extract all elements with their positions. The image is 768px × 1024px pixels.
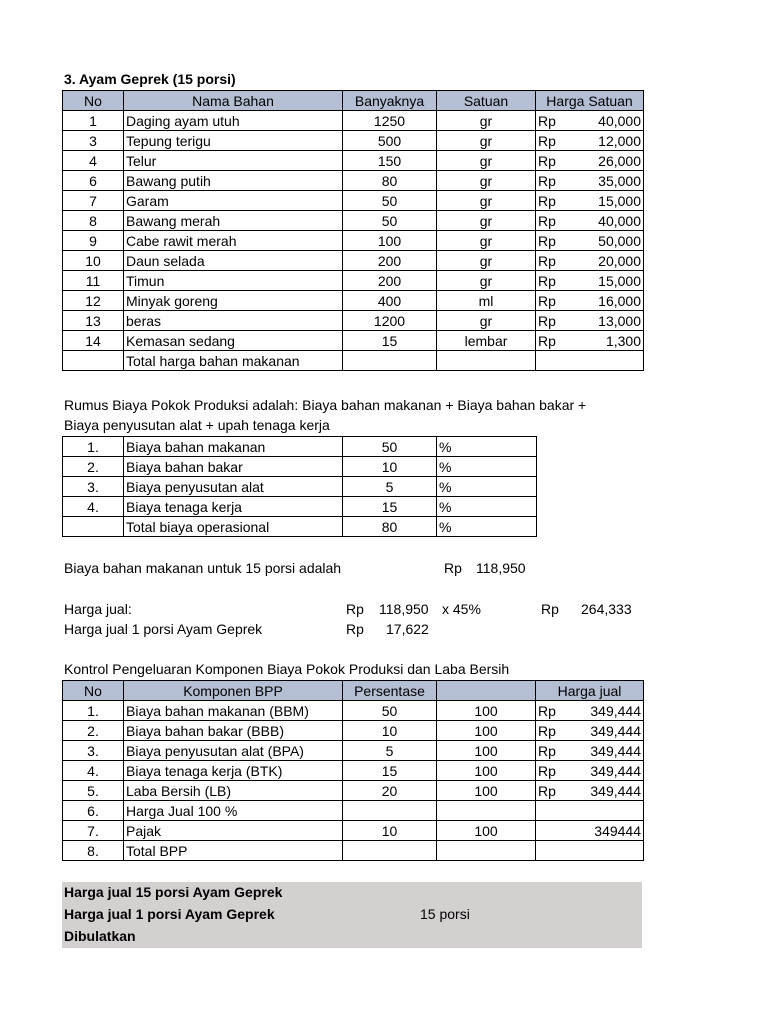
row-no: 10	[63, 251, 124, 271]
price-value: 349,444	[590, 702, 641, 719]
currency-label: Rp	[538, 782, 556, 799]
footer-summary	[62, 882, 642, 948]
table-row	[63, 131, 644, 151]
currency-label: Rp	[538, 312, 556, 329]
currency-label: Rp	[538, 252, 556, 269]
porsi-value: 17,622	[386, 621, 429, 637]
row-name: Laba Bersih (LB)	[124, 781, 343, 801]
row-price-wrap	[538, 132, 641, 150]
kontrol-header-persentase: Persentase	[343, 681, 437, 701]
row-qty: 1250	[343, 111, 437, 131]
row-no: 7.	[63, 821, 124, 841]
price-value: 12,000	[598, 132, 641, 149]
row-unit: gr	[437, 171, 536, 191]
row-price-wrap	[538, 702, 641, 720]
row-price	[536, 801, 644, 821]
row-name: Biaya penyusutan alat (BPA)	[124, 741, 343, 761]
row-name: Minyak goreng	[124, 291, 343, 311]
table-row-total	[63, 351, 644, 371]
row-price	[536, 701, 644, 721]
price-value: 349,444	[590, 782, 641, 799]
table-row	[63, 457, 537, 477]
rumus-text-line1: Rumus Biaya Pokok Produksi adalah: Biaya bahan makanan + Biaya bahan bakar +	[64, 397, 587, 413]
row-value: 50	[343, 437, 437, 457]
row-name: Cabe rawit merah	[124, 231, 343, 251]
table-row	[63, 781, 644, 801]
row-price	[536, 331, 644, 351]
price-value: 50,000	[598, 232, 641, 249]
rumus-text-line2: Biaya penyusutan alat + upah tenaga kerja	[64, 417, 330, 433]
row-name: Total BPP	[124, 841, 343, 861]
row-price	[536, 741, 644, 761]
price-value: 349,444	[590, 742, 641, 759]
kontrol-header-no: No	[63, 681, 124, 701]
row-pct	[343, 801, 437, 821]
row-pct: 20	[343, 781, 437, 801]
row-no: 6	[63, 171, 124, 191]
row-price	[536, 761, 644, 781]
table-row	[63, 701, 644, 721]
price-value: 15,000	[598, 192, 641, 209]
kontrol-header-komponen: Komponen BPP	[124, 681, 343, 701]
row-unit: %	[437, 437, 537, 457]
table-row	[63, 841, 644, 861]
kontrol-table	[62, 680, 644, 861]
table-row	[63, 497, 537, 517]
row-no: 4.	[63, 497, 124, 517]
row-name: Biaya bahan bakar	[124, 457, 343, 477]
row-unit: gr	[437, 211, 536, 231]
ingredients-table	[62, 90, 644, 371]
header-banyaknya: Banyaknya	[343, 91, 437, 111]
row-unit: gr	[437, 131, 536, 151]
row-no: 14	[63, 331, 124, 351]
row-unit: gr	[437, 191, 536, 211]
row-price-wrap	[538, 742, 641, 760]
currency-label: Rp	[538, 742, 556, 759]
row-name: Biaya tenaga kerja (BTK)	[124, 761, 343, 781]
row-qty: 1200	[343, 311, 437, 331]
currency-label: Rp	[538, 762, 556, 779]
table-row	[63, 111, 644, 131]
porsi-label: Harga jual 1 porsi Ayam Geprek	[64, 621, 263, 637]
row-name: Biaya bahan bakar (BBB)	[124, 721, 343, 741]
row-price	[536, 171, 644, 191]
table-row	[63, 231, 644, 251]
row-value: 5	[343, 477, 437, 497]
row-unit: %	[437, 517, 537, 537]
row-price	[536, 841, 644, 861]
row-pct: 50	[343, 701, 437, 721]
row-name: Bawang putih	[124, 171, 343, 191]
kontrol-header-empty	[437, 681, 536, 701]
row-no: 1.	[63, 701, 124, 721]
table-row	[63, 271, 644, 291]
currency-label: Rp	[538, 272, 556, 289]
row-pct: 10	[343, 821, 437, 841]
table-row	[63, 741, 644, 761]
bbm-currency: Rp	[444, 560, 462, 576]
price-value: 20,000	[598, 252, 641, 269]
table-row	[63, 291, 644, 311]
table-row	[63, 477, 537, 497]
row-price-wrap	[538, 192, 641, 210]
row-no: 3	[63, 131, 124, 151]
row-qty: 200	[343, 271, 437, 291]
price-value: 1,300	[605, 332, 641, 349]
row-value: 80	[343, 517, 437, 537]
row-price-wrap	[538, 782, 641, 800]
harga-jual-currency: Rp	[346, 601, 364, 617]
row-unit: gr	[437, 311, 536, 331]
row-base: 100	[437, 761, 536, 781]
row-price-wrap	[538, 272, 641, 290]
row-price-wrap	[538, 112, 641, 130]
row-no: 3.	[63, 741, 124, 761]
bbm-value: 118,950	[476, 560, 526, 576]
section3-title: Kontrol Pengeluaran Komponen Biaya Pokok Produksi dan Laba Bersih	[64, 661, 510, 677]
currency-label: Rp	[538, 332, 556, 349]
row-name: Total biaya operasional	[124, 517, 343, 537]
table-row	[63, 171, 644, 191]
harga-jual-result: 264,333	[581, 601, 632, 617]
header-nama-bahan: Nama Bahan	[124, 91, 343, 111]
table-row	[63, 331, 644, 351]
row-value: 10	[343, 457, 437, 477]
row-unit: gr	[437, 251, 536, 271]
row-name: Biaya bahan makanan	[124, 437, 343, 457]
table-row	[63, 311, 644, 331]
price-value: 26,000	[598, 152, 641, 169]
row-qty: 500	[343, 131, 437, 151]
table-row	[63, 251, 644, 271]
row-unit: gr	[437, 271, 536, 291]
currency-label: Rp	[538, 292, 556, 309]
row-price-wrap	[538, 332, 641, 350]
footer-line2: Harga jual 1 porsi Ayam Geprek	[64, 906, 275, 922]
currency-label: Rp	[538, 132, 556, 149]
row-qty: 200	[343, 251, 437, 271]
row-pct: 5	[343, 741, 437, 761]
row-price	[536, 271, 644, 291]
row-unit: gr	[437, 111, 536, 131]
currency-label: Rp	[538, 152, 556, 169]
row-no: 5.	[63, 781, 124, 801]
row-unit: ml	[437, 291, 536, 311]
bbm-label: Biaya bahan makanan untuk 15 porsi adalah	[64, 560, 342, 576]
row-base: 100	[437, 781, 536, 801]
row-unit: gr	[437, 151, 536, 171]
row-price-wrap	[538, 252, 641, 270]
table-row	[63, 517, 537, 537]
harga-jual-factor: x 45%	[442, 601, 481, 617]
price-value: 35,000	[598, 172, 641, 189]
row-price	[536, 291, 644, 311]
row-pct: 15	[343, 761, 437, 781]
table-row	[63, 211, 644, 231]
row-no: 8	[63, 211, 124, 231]
row-qty: 100	[343, 231, 437, 251]
currency-label: Rp	[538, 212, 556, 229]
row-qty: 50	[343, 191, 437, 211]
row-price	[536, 721, 644, 741]
row-name: Harga Jual 100 %	[124, 801, 343, 821]
price-value: 349,444	[590, 762, 641, 779]
row-qty: 80	[343, 171, 437, 191]
row-price	[536, 251, 644, 271]
harga-jual-value: 118,950	[379, 601, 429, 617]
row-no: 6.	[63, 801, 124, 821]
row-price-wrap	[538, 312, 641, 330]
price-value: 16,000	[598, 292, 641, 309]
row-price-wrap	[538, 292, 641, 310]
row-price	[536, 311, 644, 331]
row-unit: %	[437, 477, 537, 497]
row-no: 1.	[63, 437, 124, 457]
row-name: Telur	[124, 151, 343, 171]
row-no: 8.	[63, 841, 124, 861]
row-name: Pajak	[124, 821, 343, 841]
row-price	[536, 131, 644, 151]
row-unit: %	[437, 497, 537, 517]
table-row	[63, 151, 644, 171]
row-name: Biaya bahan makanan (BBM)	[124, 701, 343, 721]
row-qty: 50	[343, 211, 437, 231]
row-base: 100	[437, 741, 536, 761]
row-no: 13	[63, 311, 124, 331]
header-satuan: Satuan	[437, 91, 536, 111]
currency-label: Rp	[538, 232, 556, 249]
row-no: 11	[63, 271, 124, 291]
row-price	[536, 111, 644, 131]
row-name: Bawang merah	[124, 211, 343, 231]
row-name: Garam	[124, 191, 343, 211]
row-name: Biaya penyusutan alat	[124, 477, 343, 497]
row-no: 4.	[63, 761, 124, 781]
footer-line1: Harga jual 15 porsi Ayam Geprek	[64, 884, 283, 900]
row-price	[536, 211, 644, 231]
total-label: Total harga bahan makanan	[124, 351, 343, 371]
section1-title: 3. Ayam Geprek (15 porsi)	[64, 71, 236, 87]
currency-label: Rp	[538, 172, 556, 189]
price-value: 15,000	[598, 272, 641, 289]
row-price-wrap	[538, 172, 641, 190]
row-no: 2.	[63, 721, 124, 741]
row-name: Biaya tenaga kerja	[124, 497, 343, 517]
header-no: No	[63, 91, 124, 111]
price-value: 40,000	[598, 212, 641, 229]
row-base	[437, 841, 536, 861]
row-no	[63, 517, 124, 537]
footer-line3: Dibulatkan	[64, 928, 136, 944]
row-price	[536, 151, 644, 171]
row-pct	[343, 841, 437, 861]
row-base	[437, 801, 536, 821]
row-price-wrap	[538, 762, 641, 780]
row-no: 7	[63, 191, 124, 211]
row-price-wrap	[538, 212, 641, 230]
currency-label: Rp	[538, 112, 556, 129]
row-value: 15	[343, 497, 437, 517]
harga-jual-label: Harga jual:	[64, 601, 132, 617]
porsi-currency: Rp	[346, 621, 364, 637]
row-no: 12	[63, 291, 124, 311]
row-unit: gr	[437, 231, 536, 251]
row-no: 3.	[63, 477, 124, 497]
row-base: 100	[437, 701, 536, 721]
table-row	[63, 721, 644, 741]
row-base: 100	[437, 721, 536, 741]
table-row	[63, 191, 644, 211]
header-harga-satuan: Harga Satuan	[536, 91, 644, 111]
row-unit: %	[437, 457, 537, 477]
table-row	[63, 437, 537, 457]
row-name: Daun selada	[124, 251, 343, 271]
row-name: Kemasan sedang	[124, 331, 343, 351]
row-qty: 150	[343, 151, 437, 171]
kontrol-header-harga-jual: Harga jual	[536, 681, 644, 701]
row-name: Tepung terigu	[124, 131, 343, 151]
row-price	[536, 781, 644, 801]
table-row	[63, 761, 644, 781]
row-price-wrap	[538, 152, 641, 170]
table-header-row	[63, 91, 644, 111]
row-price: 349444	[536, 821, 644, 841]
row-no: 2.	[63, 457, 124, 477]
row-name: beras	[124, 311, 343, 331]
row-price-wrap	[538, 722, 641, 740]
row-no: 1	[63, 111, 124, 131]
currency-label: Rp	[538, 722, 556, 739]
row-price	[536, 191, 644, 211]
footer-porsi: 15 porsi	[420, 906, 470, 922]
table-row	[63, 801, 644, 821]
row-no: 4	[63, 151, 124, 171]
kontrol-header-row	[63, 681, 644, 701]
harga-jual-result-currency: Rp	[541, 601, 559, 617]
row-price-wrap	[538, 232, 641, 250]
row-qty: 400	[343, 291, 437, 311]
row-name: Daging ayam utuh	[124, 111, 343, 131]
row-qty: 15	[343, 331, 437, 351]
currency-label: Rp	[538, 192, 556, 209]
row-price	[536, 231, 644, 251]
row-no: 9	[63, 231, 124, 251]
currency-label: Rp	[538, 702, 556, 719]
price-value: 13,000	[598, 312, 641, 329]
row-unit: lembar	[437, 331, 536, 351]
price-value: 40,000	[598, 112, 641, 129]
row-name: Timun	[124, 271, 343, 291]
price-value: 349,444	[590, 722, 641, 739]
row-pct: 10	[343, 721, 437, 741]
table-row	[63, 821, 644, 841]
biaya-table	[62, 436, 537, 537]
row-base: 100	[437, 821, 536, 841]
